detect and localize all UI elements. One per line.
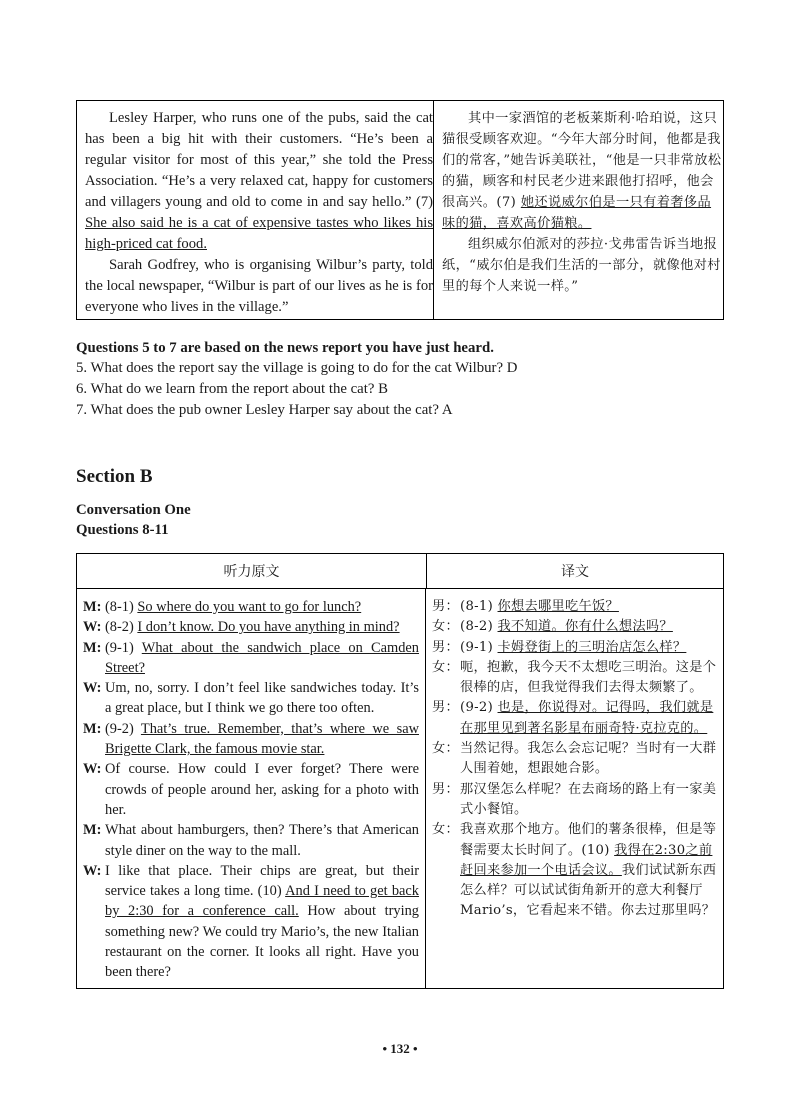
text-segment: (8-2): [460, 619, 498, 635]
text-segment: 我喜欢那个地方。他们的薯条很棒，但是等餐需要太长时间了。(10): [460, 822, 717, 858]
turn-text: [460, 617, 719, 637]
text-segment: (8-2): [105, 619, 138, 636]
turn-text: [105, 638, 419, 679]
text-segment: (9-1): [105, 639, 142, 656]
dialogue-turn: [83, 820, 419, 861]
table-header-row: [77, 554, 723, 589]
dialogue-turn: [432, 820, 719, 921]
turn-text: [105, 678, 419, 719]
speaker-label: 女：: [432, 619, 459, 635]
dialogue-turn: [83, 638, 419, 679]
speaker-label: M:: [83, 639, 102, 656]
header-translation: 译文: [561, 564, 589, 580]
english-transcript-column: [77, 101, 434, 319]
turn-text: [460, 780, 719, 821]
speaker-label: W:: [83, 619, 102, 636]
speaker-label: 女：: [432, 741, 459, 757]
turn-text: [460, 698, 719, 739]
dialogue-turn: [83, 678, 419, 719]
turn-text: [105, 820, 419, 861]
conversation-table: [76, 553, 724, 989]
question-item: 5. What does the report say the village is going to do for the cat Wilbur? D: [76, 360, 518, 376]
news-transcript-table: [76, 100, 724, 320]
text-segment: (9-2): [105, 720, 141, 737]
conversation-title: Conversation One: [76, 502, 191, 518]
speaker-label: 女：: [432, 659, 459, 675]
english-paragraph: Sarah Godfrey, who is organising Wilbur’s party, told the local newspaper, “Wilbur is part of our lives as he is for everyone who lives in the village.”: [85, 257, 433, 315]
underlined-answer-text: 也是，你说得对。记得吗，我们就是在那里见到著名影星布丽奇特·克拉克的。: [460, 700, 714, 736]
turn-text: [460, 658, 719, 699]
english-paragraph: Lesley Harper, who runs one of the pubs, said the cat has been a big hit with their customers. “He’s been a regular visitor for most of this year,” she told the Press Association. “He’s a very relaxed cat, happy for customers and villagers young and old to come in and say hello.” (7) She also said he is a cat of expensive tastes who likes his high-priced cat food.: [85, 110, 433, 252]
underlined-answer-text: That’s true. Remember, that’s where we saw Brigette Clark, the famous movie star.: [105, 720, 419, 758]
underlined-answer-text: So where do you want to go for lunch?: [137, 599, 362, 615]
dialogue-turn: [432, 739, 719, 780]
speaker-label: M:: [83, 822, 102, 839]
dialogue-turn: [83, 617, 419, 637]
underlined-answer-text: 你想去哪里吃午饭？: [497, 599, 619, 614]
turn-text: [460, 597, 719, 617]
underlined-answer-text: 她还说威尔伯是一只有着奢侈品味的猫，喜欢高价猫粮。: [442, 195, 712, 231]
underlined-answer-text: 我得在2:30之前赶回来参加一个电话会议。: [460, 842, 713, 878]
dialogue-turn: [432, 658, 719, 699]
speaker-label: W:: [83, 862, 102, 879]
dialogue-turn: [83, 861, 419, 983]
turn-text: [460, 820, 719, 921]
speaker-label: M:: [83, 720, 102, 737]
chinese-translation-column: [434, 101, 723, 319]
speaker-label: 男：: [432, 700, 459, 716]
speaker-label: W:: [83, 680, 102, 697]
dialogue-turn: [432, 698, 719, 739]
text-segment: (9-1): [460, 639, 498, 655]
text-segment: What about hamburgers, then? There’s that American style diner on the way to the mall.: [105, 822, 419, 859]
dialogue-turn: [83, 759, 419, 820]
speaker-label: W:: [83, 761, 102, 778]
text-segment: 我们试试新东西怎么样？可以试试街角新开的意大利餐厅Mario’s，它看起来不错。你去过那里吗？: [460, 862, 717, 919]
underlined-answer-text: She also said he is a cat of expensive tastes who likes his high-priced cat food.: [85, 215, 433, 252]
question-item: 6. What do we learn from the report about the cat? B: [76, 381, 388, 397]
page-number: • 132 •: [382, 1041, 418, 1056]
dialogue-turn: [432, 780, 719, 821]
text-segment: I like that place. Their chips are great, but their service takes a long time. (10): [105, 862, 419, 900]
speaker-label: M:: [83, 599, 102, 615]
underlined-answer-text: 卡姆登街上的三明治店怎么样？: [497, 639, 687, 655]
header-original-text: 听力原文: [77, 554, 427, 588]
underlined-answer-text: What about the sandwich place on Camden Street?: [105, 639, 420, 676]
chinese-paragraph: 组织威尔伯派对的莎拉·戈弗雷告诉当地报纸，“威尔伯是我们生活的一部分，就像他对村里的每个人来说一样。”: [442, 237, 721, 294]
underlined-answer-text: I don’t know. Do you have anything in mind?: [137, 619, 400, 636]
turn-text: [460, 638, 719, 658]
text-segment: (8-1): [105, 599, 138, 615]
text-segment: 当然记得。我怎么会忘记呢？当时有一大群人围着她，想跟她合影。: [460, 741, 717, 777]
text-segment: (9-2): [460, 700, 498, 716]
chinese-dialogue-column: [426, 589, 723, 989]
questions-heading: Questions 5 to 7 are based on the news report you have just heard.: [76, 340, 494, 356]
text-segment: (8-1): [460, 599, 498, 614]
speaker-label: 男：: [432, 781, 459, 797]
text-segment: 呃，抱歉，我今天不太想吃三明治。这是个很棒的店，但我觉得我们去得太频繁了。: [460, 659, 717, 696]
dialogue-turn: [432, 597, 719, 617]
underlined-answer-text: 我不知道。你有什么想法吗？: [497, 619, 673, 635]
turn-text: [105, 861, 419, 983]
text-segment: 那汉堡怎么样呢？在去商场的路上有一家美式小餐馆。: [460, 781, 717, 817]
questions-range: Questions 8-11: [76, 522, 169, 538]
turn-text: [105, 719, 419, 760]
speaker-label: 女：: [432, 822, 459, 838]
speaker-label: 男：: [432, 599, 459, 614]
dialogue-turn: [432, 617, 719, 637]
turn-text: [460, 739, 719, 780]
table-body-row: [77, 589, 723, 989]
chinese-paragraph: 其中一家酒馆的老板莱斯利·哈珀说，这只猫很受顾客欢迎。“今年大部分时间，他都是我们的常客，”她告诉美联社，“他是一只非常放松的猫，顾客和村民老少进来跟他打招呼，他会很高兴。(7) 她还说威尔伯是一只有着奢侈品味的猫，喜欢高价猫粮。: [442, 111, 722, 231]
question-item: 7. What does the pub owner Lesley Harper say about the cat? A: [76, 402, 453, 418]
dialogue-turn: [432, 638, 719, 658]
english-dialogue-column: [77, 589, 426, 989]
text-segment: How about trying something new? We could try Mario’s, the new Italian restaurant on the corner. It looks all right. Have you been there?: [105, 903, 419, 981]
text-segment: Um, no, sorry. I don’t feel like sandwiches today. It’s a great place, but I think we go there too often.: [105, 680, 419, 717]
dialogue-turn: [83, 597, 419, 617]
text-segment: Of course. How could I ever forget? There were crowds of people around her, asking for a photo with her.: [105, 761, 419, 818]
dialogue-turn: [83, 719, 419, 760]
underlined-answer-text: And I need to get back by 2:30 for a conference call.: [105, 883, 420, 920]
speaker-label: 男：: [432, 639, 459, 655]
turn-text: [105, 617, 419, 637]
section-title: Section B: [76, 466, 153, 487]
turn-text: [105, 597, 419, 617]
turn-text: [105, 759, 419, 820]
